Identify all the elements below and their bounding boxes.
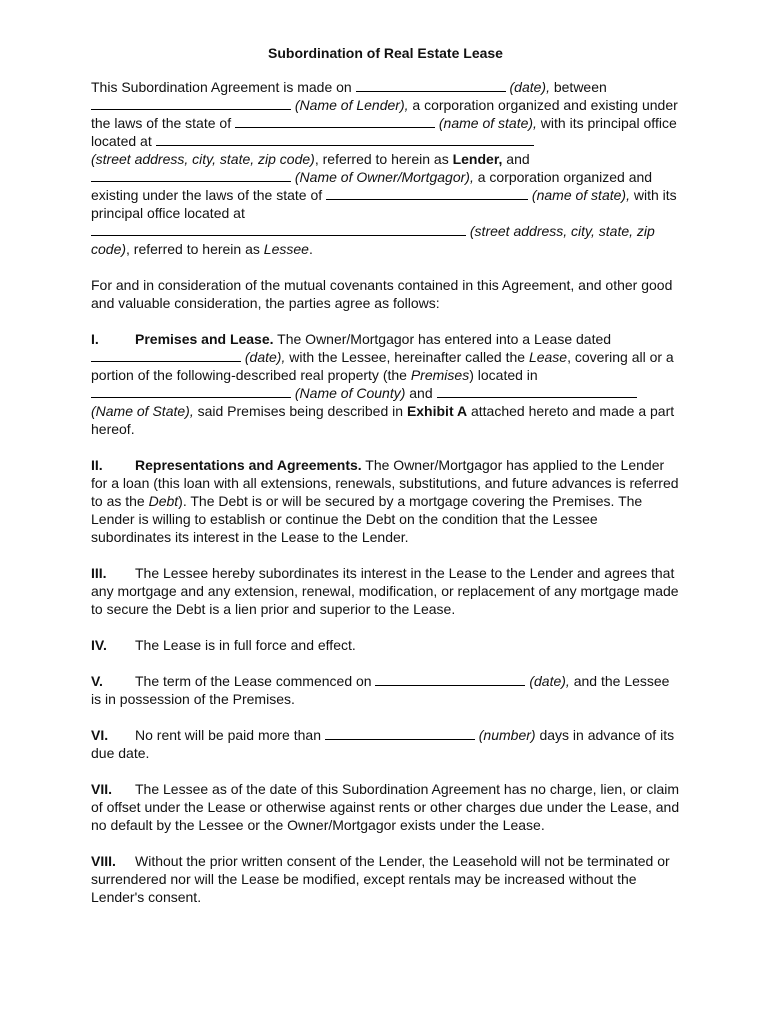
county-blank[interactable] [91,384,291,398]
section-lease-in-force: IV. The Lease is in full force and effect. [91,637,356,653]
lender-name-blank[interactable] [91,96,291,110]
date-blank[interactable] [356,78,506,92]
lender-state-blank[interactable] [235,114,435,128]
intro-paragraph: This Subordination Agreement is made on (date), between (Name of Lender), a corporation organized and existing under the laws of the state of (name of state), with its principal office located at (street address, city, state, zip code), referred to herein as Lender, and (Name of Owner/Mortgagor), a corporation organized and existing under the laws of the state of (name of state), with its principal office located at (street address, city, state, zip code), referred to herein as Lessee. [91,79,678,257]
owner-state-blank[interactable] [326,186,528,200]
section-no-offset: VII. The Lessee as of the date of this Subordination Agreement has no charge, lien, or claim of offset under the Lease or otherwise against rents or other charges due under the Lease, and no default by the Lessee or the Owner/Mortgagor exists under the Lease. [91,781,680,833]
state-blank[interactable] [437,384,637,398]
lender-address-blank[interactable] [156,132,534,146]
section-representations-and-agreements: II. Representations and Agreements. The Owner/Mortgagor has applied to the Lender for a loan (this loan with all extensions, renewals, substitutions, and future advances is referred to as the Debt). The Debt is or will be secured by a mortgage covering the Premises. The Lender is willing to establish or continue the Debt on the condition that the Lessee subordinates its interest in the Lease to the Lender. [91,457,679,545]
days-number-blank[interactable] [325,726,475,740]
section-consent: VIII. Without the prior written consent of the Lender, the Leasehold will not be terminated or surrendered nor will the Lease be modified, except rentals may be increased without the Lender's consent. [91,853,670,905]
owner-address-blank[interactable] [91,222,466,236]
owner-name-blank[interactable] [91,168,291,182]
section-subordination: III. The Lessee hereby subordinates its interest in the Lease to the Lender and agrees that any mortgage and any extension, renewal, modification, or replacement of any mortgage made to secure the Debt is a lien prior and superior to the Lease. [91,565,679,617]
consideration-paragraph: For and in consideration of the mutual covenants contained in this Agreement, and other good and valuable consideration, the parties agree as follows: [91,277,673,311]
document-title: Subordination of Real Estate Lease [268,45,503,61]
lease-date-blank[interactable] [91,348,241,362]
section-lease-term: V. The term of the Lease commenced on (date), and the Lessee is in possession of the Premises. [91,673,670,707]
section-rent-advance: VI. No rent will be paid more than (number) days in advance of its due date. [91,727,675,761]
commence-date-blank[interactable] [375,672,525,686]
section-premises-and-lease: I. Premises and Lease. The Owner/Mortgagor has entered into a Lease dated (date), with the Lessee, hereinafter called the Lease, covering all or a portion of the following-described real property (the Premises) located in (Name of County) and (Name of State), said Premises being described in Exhibit A attached hereto and made a part hereof. [91,331,675,437]
